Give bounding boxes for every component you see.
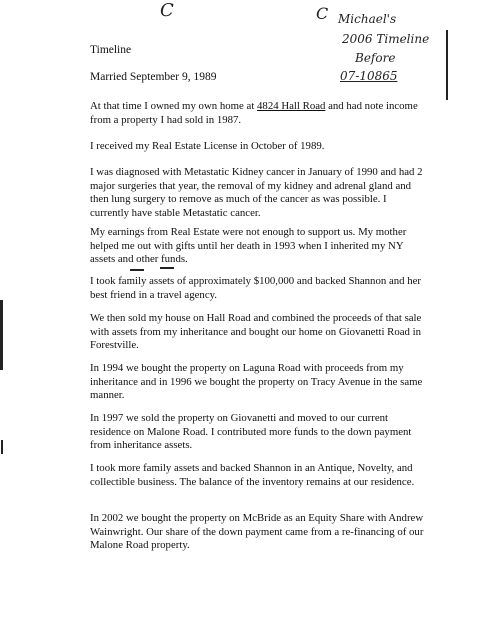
paragraph-home: At that time I owned my own home at 4824 Hall Road and had note income from a property I had sold in 1987. bbox=[90, 100, 418, 126]
scan-edge-mark bbox=[446, 30, 448, 100]
handwritten-mark-right: C bbox=[316, 4, 329, 23]
paragraph-earnings: My earnings from Real Estate were not enough to support us. My mother helped me out with gifts until her death in 1993 when I inherited my NY assets and other funds. bbox=[90, 226, 407, 266]
paragraph-malone-road: In 1997 we sold the property on Giovanetti and moved to our current residence on Malone Road. I contributed more funds to the down payment from inheritance assets. bbox=[90, 412, 412, 452]
scan-edge-mark bbox=[0, 300, 3, 370]
handwritten-line-1: Michael's bbox=[338, 12, 397, 26]
paragraph-antique-business: I took more family assets and backed Shannon in an Antique, Novelty, and collectible business. The balance of the inventory remains at our residence. bbox=[90, 462, 415, 488]
handwritten-line-3: Before bbox=[355, 51, 396, 65]
paragraph-license: I received my Real Estate License in October of 1989. bbox=[90, 140, 325, 152]
paragraph-hall-road-sale: We then sold my house on Hall Road and combined the proceeds of that sale with assets from my inheritance and bought our home on Giovanetti Road in Forestville. bbox=[90, 312, 422, 352]
paragraph-mcbride: In 2002 we bought the property on McBride as an Equity Share with Andrew Wainwright. Our share of the down payment came from a re-financing of our Malone Road property. bbox=[90, 512, 424, 552]
document-subtitle: Married September 9, 1989 bbox=[90, 71, 217, 83]
paragraph-laguna-tracy: In 1994 we bought the property on Laguna Road with proceeds from my inheritance and in 1996 we bought the property on Tracy Avenue in the same manner. bbox=[90, 362, 423, 402]
paragraph-travel-agency: I took family assets of approximately $100,000 and backed Shannon and her best friend in a travel agency. bbox=[90, 275, 422, 301]
document-title: Timeline bbox=[90, 44, 132, 56]
handwritten-line-4: 07-10865 bbox=[340, 69, 398, 83]
scan-edge-mark bbox=[1, 440, 3, 454]
address-underlined: 4824 Hall Road bbox=[257, 100, 326, 112]
dash-mark bbox=[130, 269, 144, 271]
paragraph-diagnosis: I was diagnosed with Metastatic Kidney cancer in January of 1990 and had 2 major surgeries that year, the removal of my kidney and adrenal gland and then lung surgery to remove as much of the cancer as was possible. I currently have stable Metastatic cancer. bbox=[90, 166, 423, 219]
handwritten-mark-top: C bbox=[160, 0, 174, 21]
handwritten-line-2: 2006 Timeline bbox=[342, 32, 430, 46]
dash-mark bbox=[160, 267, 174, 269]
